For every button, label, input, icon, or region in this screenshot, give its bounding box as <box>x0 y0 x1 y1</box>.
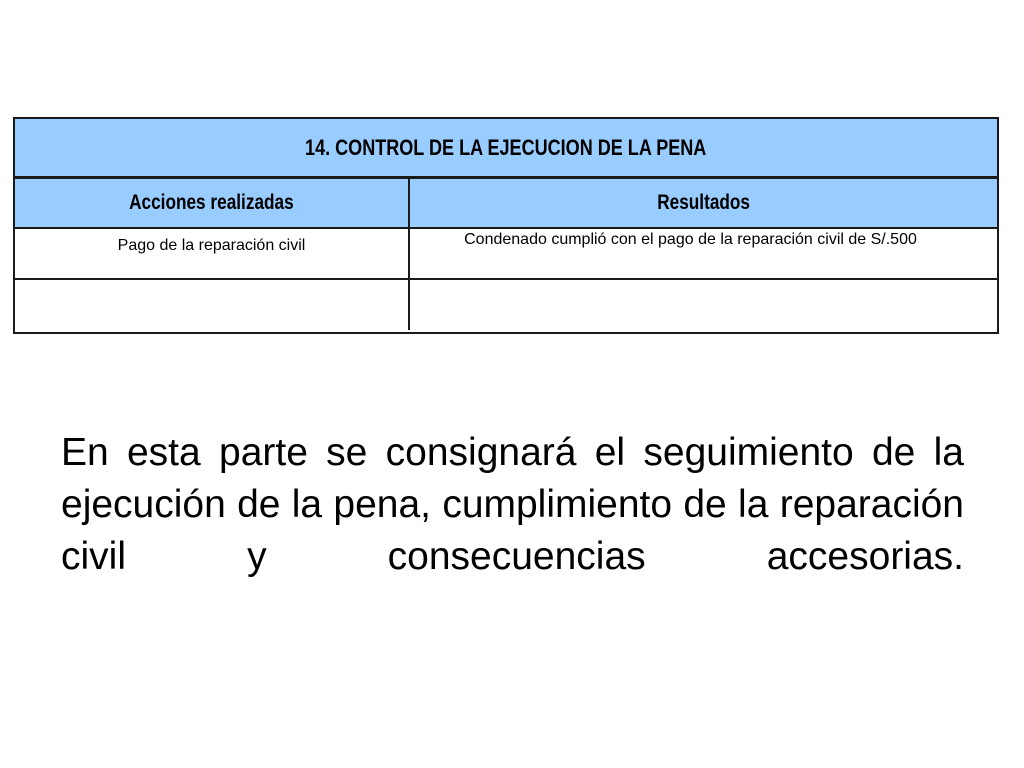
table-cell-action: Pago de la reparación civil <box>15 229 410 278</box>
header-actions-label: Acciones realizadas <box>129 191 294 214</box>
table-cell-action <box>15 280 410 330</box>
header-results-label: Resultados <box>657 191 750 214</box>
table-cell-result: Condenado cumplió con el pago de la reparación civil de S/.500 <box>464 231 917 248</box>
execution-control-table <box>13 117 999 334</box>
table-row <box>15 280 997 330</box>
explanation-paragraph: En esta parte se consignará el seguimiento de la ejecución de la pena, cumplimiento de la reparación civil y consecuencias accesorias. <box>61 431 964 578</box>
table-row <box>15 229 997 280</box>
table-header-row <box>15 179 997 229</box>
table-title: 14. CONTROL DE LA EJECUCION DE LA PENA <box>305 134 707 160</box>
header-cell-results <box>410 179 997 227</box>
table-cell-result <box>410 280 997 330</box>
header-cell-actions <box>15 179 410 227</box>
table-title-row <box>15 119 997 179</box>
